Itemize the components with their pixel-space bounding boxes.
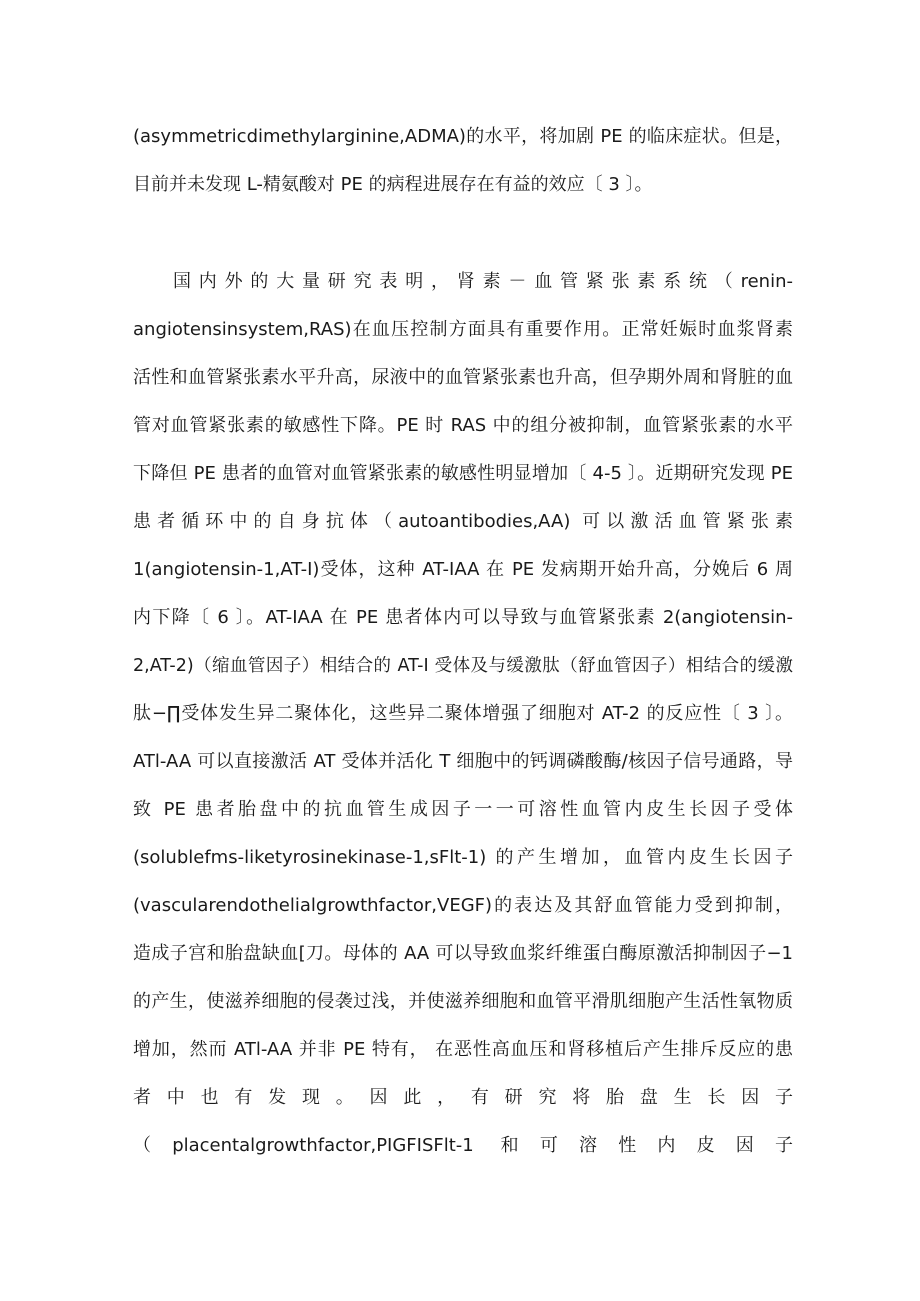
text-line: (asymmetricdimethylarginine,ADMA)的水平，将加剧 PE 的临床症状。但是，	[133, 126, 793, 147]
text-line: （placentalgrowthfactor,PIGFISFlt-1 和可溶性内皮因子	[133, 1135, 793, 1156]
text-line: 目前并未发现 L-精氨酸对 PE 的病程进展存在有益的效应〔 3 〕。	[133, 174, 653, 195]
text-line: 者中也有发现。因此，有研究将胎盘生长因子	[133, 1087, 793, 1108]
text-line: 管对血管紧张素的敏感性下降。PE 时 RAS 中的组分被抑制，血管紧张素的水平	[133, 415, 793, 436]
text-line: 活性和血管紧张素水平升高，尿液中的血管紧张素也升高，但孕期外周和肾脏的血	[133, 367, 793, 388]
text-line: 2,AT-2)（缩血管因子）相结合的 AT-I 受体及与缓激肽（舒血管因子）相结合的缓激	[133, 656, 793, 676]
text-line: 国内外的大量研究表明，肾素－血管紧张素系统（renin-	[173, 271, 793, 292]
text-line: 肽−∏受体发生异二聚体化，这些异二聚体增强了细胞对 AT-2 的反应性〔 3 〕。	[133, 703, 793, 724]
text-line: 1(angiotensin-1,AT-I)受体，这种 AT-IAA 在 PE 发病期开始升高，分娩后 6 周	[133, 559, 793, 580]
text-line: 下降但 PE 患者的血管对血管紧张素的敏感性明显增加〔 4-5 〕。近期研究发现 PE	[133, 463, 793, 484]
text-line: 患者循环中的自身抗体（autoantibodies,AA) 可以激活血管紧张素	[133, 511, 793, 532]
text-line: 的产生，使滋养细胞的侵袭过浅，并使滋养细胞和血管平滑肌细胞产生活性氧物质	[133, 991, 793, 1012]
text-line: (solublefms-liketyrosinekinase-1,sFlt-1) 的产生增加，血管内皮生长因子	[133, 847, 793, 868]
text-line: angiotensinsystem,RAS)在血压控制方面具有重要作用。正常妊娠时血浆肾素	[133, 319, 793, 340]
text-line: 造成子宫和胎盘缺血[刀。母体的 AA 可以导致血浆纤维蛋白酶原激活抑制因子−1	[133, 943, 793, 964]
text-line: (vascularendothelialgrowthfactor,VEGF)的表达及其舒血管能力受到抑制，	[133, 895, 793, 916]
text-line: 致 PE 患者胎盘中的抗血管生成因子一一可溶性血管内皮生长因子受体	[133, 799, 793, 820]
text-line: 内下降〔 6 〕。AT-IAA 在 PE 患者体内可以导致与血管紧张素 2(angiotensin-	[133, 607, 793, 628]
text-line: 增加，然而 ATl-AA 并非 PE 特有， 在恶性高血压和肾移植后产生排斥反应的患	[133, 1039, 793, 1060]
text-line: ATl-AA 可以直接激活 AT 受体并活化 T 细胞中的钙调磷酸酶/核因子信号通路，导	[133, 751, 793, 772]
